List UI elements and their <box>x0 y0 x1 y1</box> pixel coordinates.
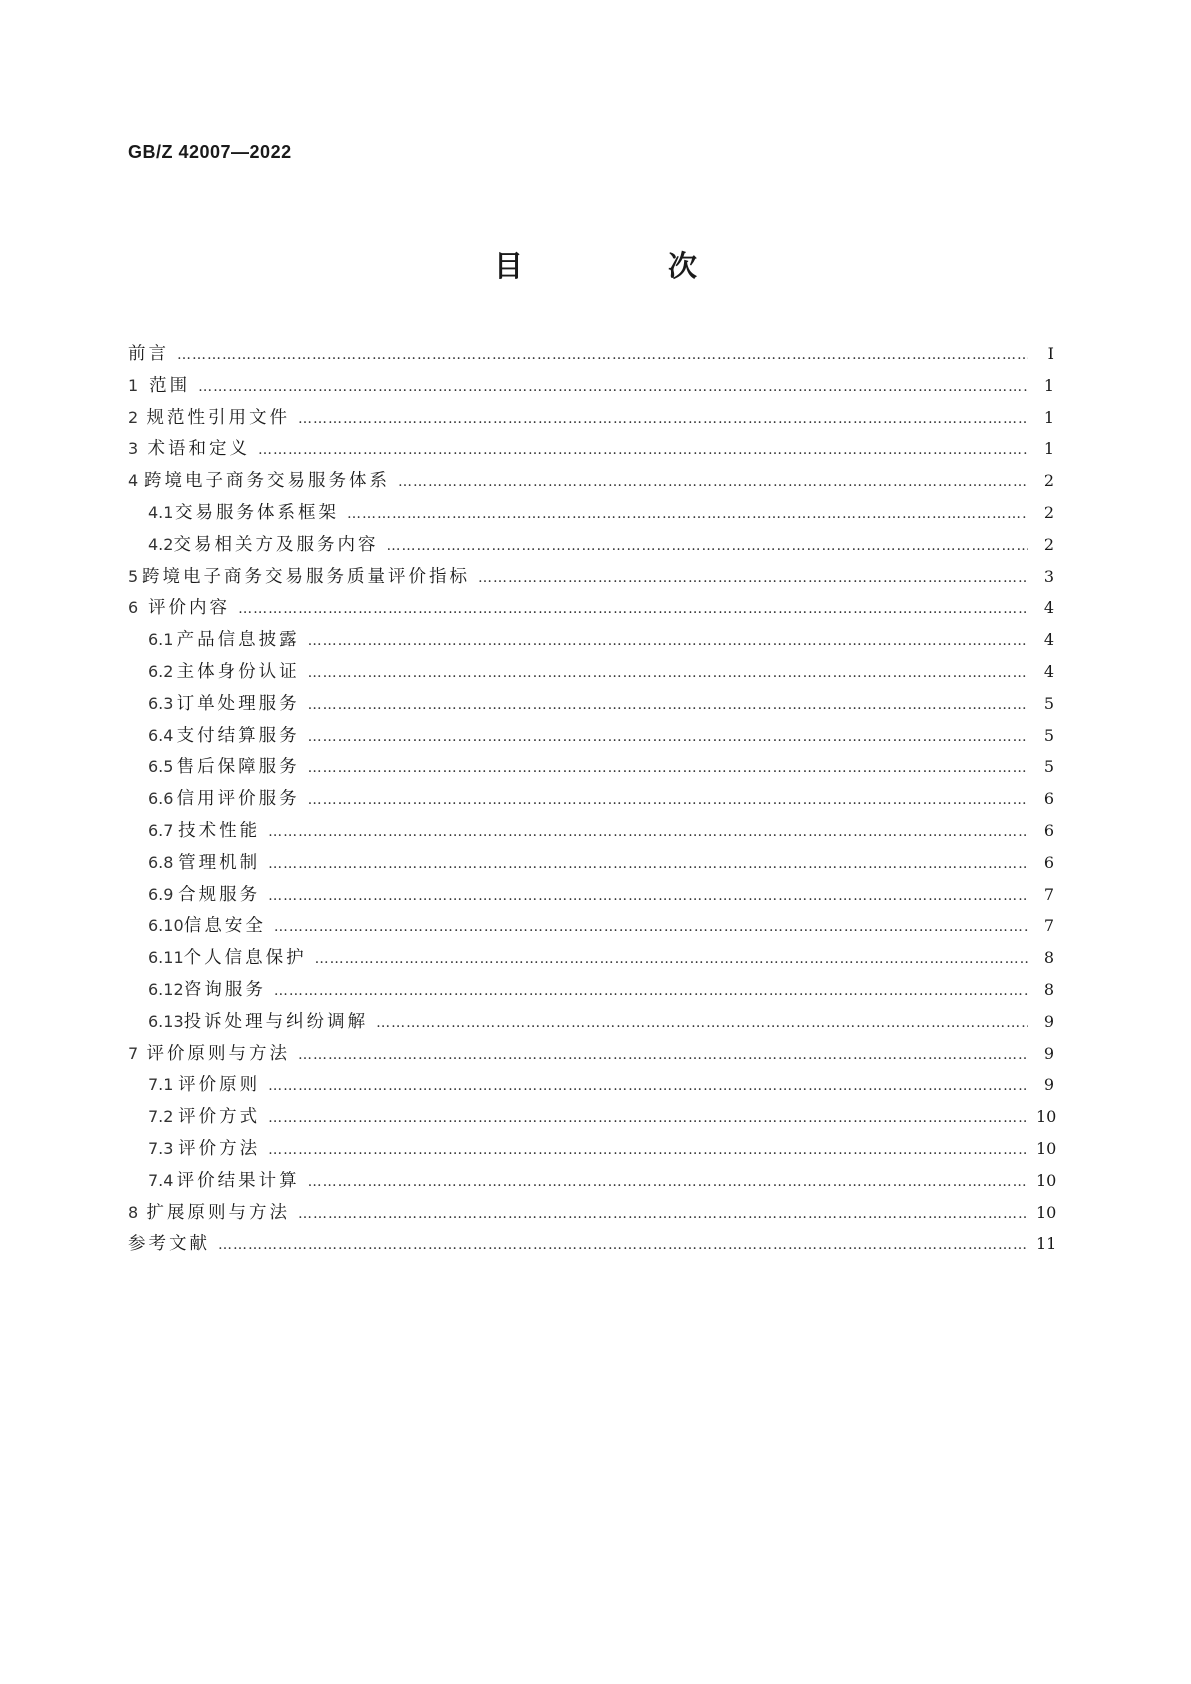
toc-entry-label: 参考文献 <box>128 1234 210 1255</box>
toc-entry-number: 6.4 <box>148 725 174 745</box>
toc-entry[interactable] <box>128 912 1054 944</box>
toc-entry-label: 产品信息披露 <box>176 630 300 651</box>
toc-entry-number: 7 <box>128 1043 139 1063</box>
toc-entry-number: 6.12 <box>148 979 184 999</box>
toc-entry-number: 7.1 <box>148 1075 174 1095</box>
toc-entry-number: 5 <box>128 566 139 586</box>
toc-entry[interactable] <box>128 1167 1057 1199</box>
toc-entry-number: 6.9 <box>148 884 174 904</box>
toc-entry[interactable] <box>128 658 1054 690</box>
toc-entry[interactable] <box>128 944 1054 976</box>
toc-entry-number: 3 <box>128 439 139 459</box>
dot-leader <box>308 729 1028 745</box>
toc-entry-number: 7.4 <box>148 1170 174 1190</box>
dot-leader <box>198 379 1028 395</box>
toc-entry[interactable] <box>128 1135 1057 1167</box>
dot-leader <box>268 1110 1028 1126</box>
table-of-contents <box>128 340 1057 1262</box>
toc-entry-label: 个人信息保护 <box>183 948 307 969</box>
dot-leader <box>398 474 1028 490</box>
toc-entry-page-number: 4 <box>1043 598 1054 618</box>
toc-entry-page-number: 2 <box>1043 471 1054 491</box>
toc-entry-number: 6.7 <box>148 820 174 840</box>
toc-entry-page-number: Ⅰ <box>1047 344 1054 363</box>
toc-entry-label: 技术性能 <box>178 820 261 841</box>
toc-entry-page-number: 6 <box>1043 789 1054 809</box>
toc-entry-label: 跨境电子商务交易服务体系 <box>144 471 390 492</box>
dot-leader <box>268 1078 1028 1094</box>
toc-entry-label: 咨询服务 <box>183 979 266 1000</box>
toc-entry-label: 评价方式 <box>178 1107 261 1128</box>
toc-entry-number: 6.11 <box>148 948 184 968</box>
toc-entry-page-number: 3 <box>1043 566 1054 586</box>
toc-entry[interactable] <box>128 372 1054 404</box>
toc-entry-label: 交易相关方及服务内容 <box>173 534 379 555</box>
dot-leader <box>308 760 1028 776</box>
toc-entry-number: 1 <box>128 375 139 395</box>
dot-leader <box>177 347 1028 363</box>
toc-entry-number: 7.3 <box>148 1138 174 1158</box>
toc-entry[interactable] <box>128 340 1054 372</box>
toc-entry-number: 6.5 <box>148 757 174 777</box>
toc-entry[interactable] <box>128 753 1054 785</box>
dot-leader <box>308 1174 1028 1190</box>
toc-entry-page-number: 10 <box>1036 1170 1057 1190</box>
dot-leader <box>478 570 1028 586</box>
toc-entry[interactable] <box>128 1008 1054 1040</box>
dot-leader <box>308 697 1028 713</box>
toc-entry-page-number: 5 <box>1043 757 1054 777</box>
toc-entry-page-number: 1 <box>1043 407 1054 427</box>
toc-entry-page-number: 9 <box>1043 1011 1054 1031</box>
toc-entry-label: 评价结果计算 <box>176 1170 300 1191</box>
toc-entry-label: 合规服务 <box>178 884 261 905</box>
toc-entry-page-number: 1 <box>1043 375 1054 395</box>
toc-entry[interactable] <box>128 499 1054 531</box>
dot-leader <box>268 824 1028 840</box>
toc-entry-label: 前言 <box>128 344 169 364</box>
toc-entry-label: 售后保障服务 <box>176 757 300 778</box>
toc-entry-label: 评价原则 <box>178 1075 261 1096</box>
toc-entry-page-number: 8 <box>1043 948 1054 968</box>
toc-entry[interactable] <box>128 1040 1054 1072</box>
toc-entry-number: 6.6 <box>148 789 174 809</box>
dot-leader <box>258 442 1028 458</box>
toc-entry[interactable] <box>128 1103 1057 1135</box>
toc-entry[interactable] <box>128 849 1054 881</box>
toc-entry-page-number: 6 <box>1043 820 1054 840</box>
toc-entry-label: 信息安全 <box>183 916 266 937</box>
toc-entry-number: 6.10 <box>148 916 184 936</box>
toc-entry[interactable] <box>128 1199 1057 1231</box>
toc-entry[interactable] <box>128 1230 1057 1262</box>
toc-entry[interactable] <box>128 690 1054 722</box>
toc-entry-label: 交易服务体系框架 <box>175 502 340 523</box>
toc-entry-page-number: 6 <box>1043 852 1054 872</box>
dot-leader <box>308 633 1028 649</box>
toc-entry[interactable] <box>128 785 1054 817</box>
dot-leader <box>218 1237 1028 1253</box>
toc-entry[interactable] <box>128 467 1054 499</box>
dot-leader <box>298 1206 1028 1222</box>
toc-entry-page-number: 8 <box>1043 979 1054 999</box>
toc-entry[interactable] <box>128 531 1054 563</box>
page-title: 目 次 <box>493 249 755 283</box>
toc-entry-page-number: 1 <box>1043 439 1054 459</box>
toc-entry-label: 扩展原则与方法 <box>146 1202 291 1223</box>
standard-code: GB/Z 42007—2022 <box>128 142 292 162</box>
toc-entry-label: 规范性引用文件 <box>146 407 291 428</box>
toc-entry[interactable] <box>128 881 1054 913</box>
dot-leader <box>298 411 1028 427</box>
dot-leader <box>308 792 1028 808</box>
toc-entry-label: 评价方法 <box>178 1138 261 1159</box>
dot-leader <box>274 983 1028 999</box>
toc-entry-page-number: 10 <box>1036 1138 1057 1158</box>
dot-leader <box>308 665 1028 681</box>
dot-leader <box>315 951 1028 967</box>
toc-entry-label: 支付结算服务 <box>176 725 300 746</box>
toc-entry-number: 6.8 <box>148 852 174 872</box>
dot-leader <box>268 856 1028 872</box>
dot-leader <box>298 1047 1028 1063</box>
toc-entry-page-number: 9 <box>1043 1075 1054 1095</box>
toc-entry-number: 4 <box>128 471 139 491</box>
toc-entry-page-number: 5 <box>1043 725 1054 745</box>
toc-entry-label: 主体身份认证 <box>176 661 300 682</box>
dot-leader <box>376 1015 1028 1031</box>
toc-entry[interactable] <box>128 594 1054 626</box>
toc-entry-label: 评价内容 <box>148 598 231 619</box>
dot-leader <box>274 919 1028 935</box>
toc-entry-number: 6 <box>128 598 139 618</box>
toc-entry[interactable] <box>128 1071 1054 1103</box>
toc-entry[interactable] <box>128 563 1054 595</box>
dot-leader <box>347 506 1028 522</box>
toc-entry-number: 6.1 <box>148 630 174 650</box>
toc-entry-number: 6.3 <box>148 693 174 713</box>
toc-entry-number: 6.2 <box>148 661 174 681</box>
toc-entry-page-number: 4 <box>1043 630 1054 650</box>
dot-leader <box>268 888 1028 904</box>
toc-entry-label: 订单处理服务 <box>176 693 300 714</box>
toc-entry-number: 6.13 <box>148 1011 184 1031</box>
toc-entry[interactable] <box>128 626 1054 658</box>
toc-entry-number: 4.1 <box>148 502 174 522</box>
dot-leader <box>386 538 1028 554</box>
toc-entry-number: 7.2 <box>148 1107 174 1127</box>
toc-entry[interactable] <box>128 817 1054 849</box>
toc-entry-page-number: 4 <box>1043 661 1054 681</box>
toc-entry-label: 评价原则与方法 <box>146 1043 291 1064</box>
toc-entry-page-number: 10 <box>1036 1107 1057 1127</box>
toc-entry-page-number: 7 <box>1043 884 1054 904</box>
toc-entry-number: 2 <box>128 407 139 427</box>
toc-entry[interactable] <box>128 435 1054 467</box>
toc-entry-label: 信用评价服务 <box>176 789 300 810</box>
toc-entry-page-number: 2 <box>1043 534 1054 554</box>
toc-entry[interactable] <box>128 404 1054 436</box>
toc-entry-label: 术语和定义 <box>147 439 251 460</box>
toc-entry-label: 跨境电子商务交易服务质量评价指标 <box>141 566 470 587</box>
dot-leader <box>268 1142 1028 1158</box>
toc-entry-page-number: 11 <box>1036 1234 1057 1254</box>
dot-leader <box>238 601 1028 617</box>
toc-entry-label: 管理机制 <box>178 852 261 873</box>
toc-entry[interactable] <box>128 976 1054 1008</box>
toc-entry-label: 投诉处理与纠纷调解 <box>183 1011 369 1032</box>
toc-entry-page-number: 7 <box>1043 916 1054 936</box>
toc-entry[interactable] <box>128 722 1054 754</box>
toc-entry-page-number: 2 <box>1043 502 1054 522</box>
toc-entry-label: 范围 <box>149 375 191 396</box>
toc-entry-page-number: 10 <box>1036 1202 1057 1222</box>
toc-entry-page-number: 5 <box>1043 693 1054 713</box>
toc-entry-page-number: 9 <box>1043 1043 1054 1063</box>
toc-entry-number: 4.2 <box>148 534 174 554</box>
toc-entry-number: 8 <box>128 1202 139 1222</box>
